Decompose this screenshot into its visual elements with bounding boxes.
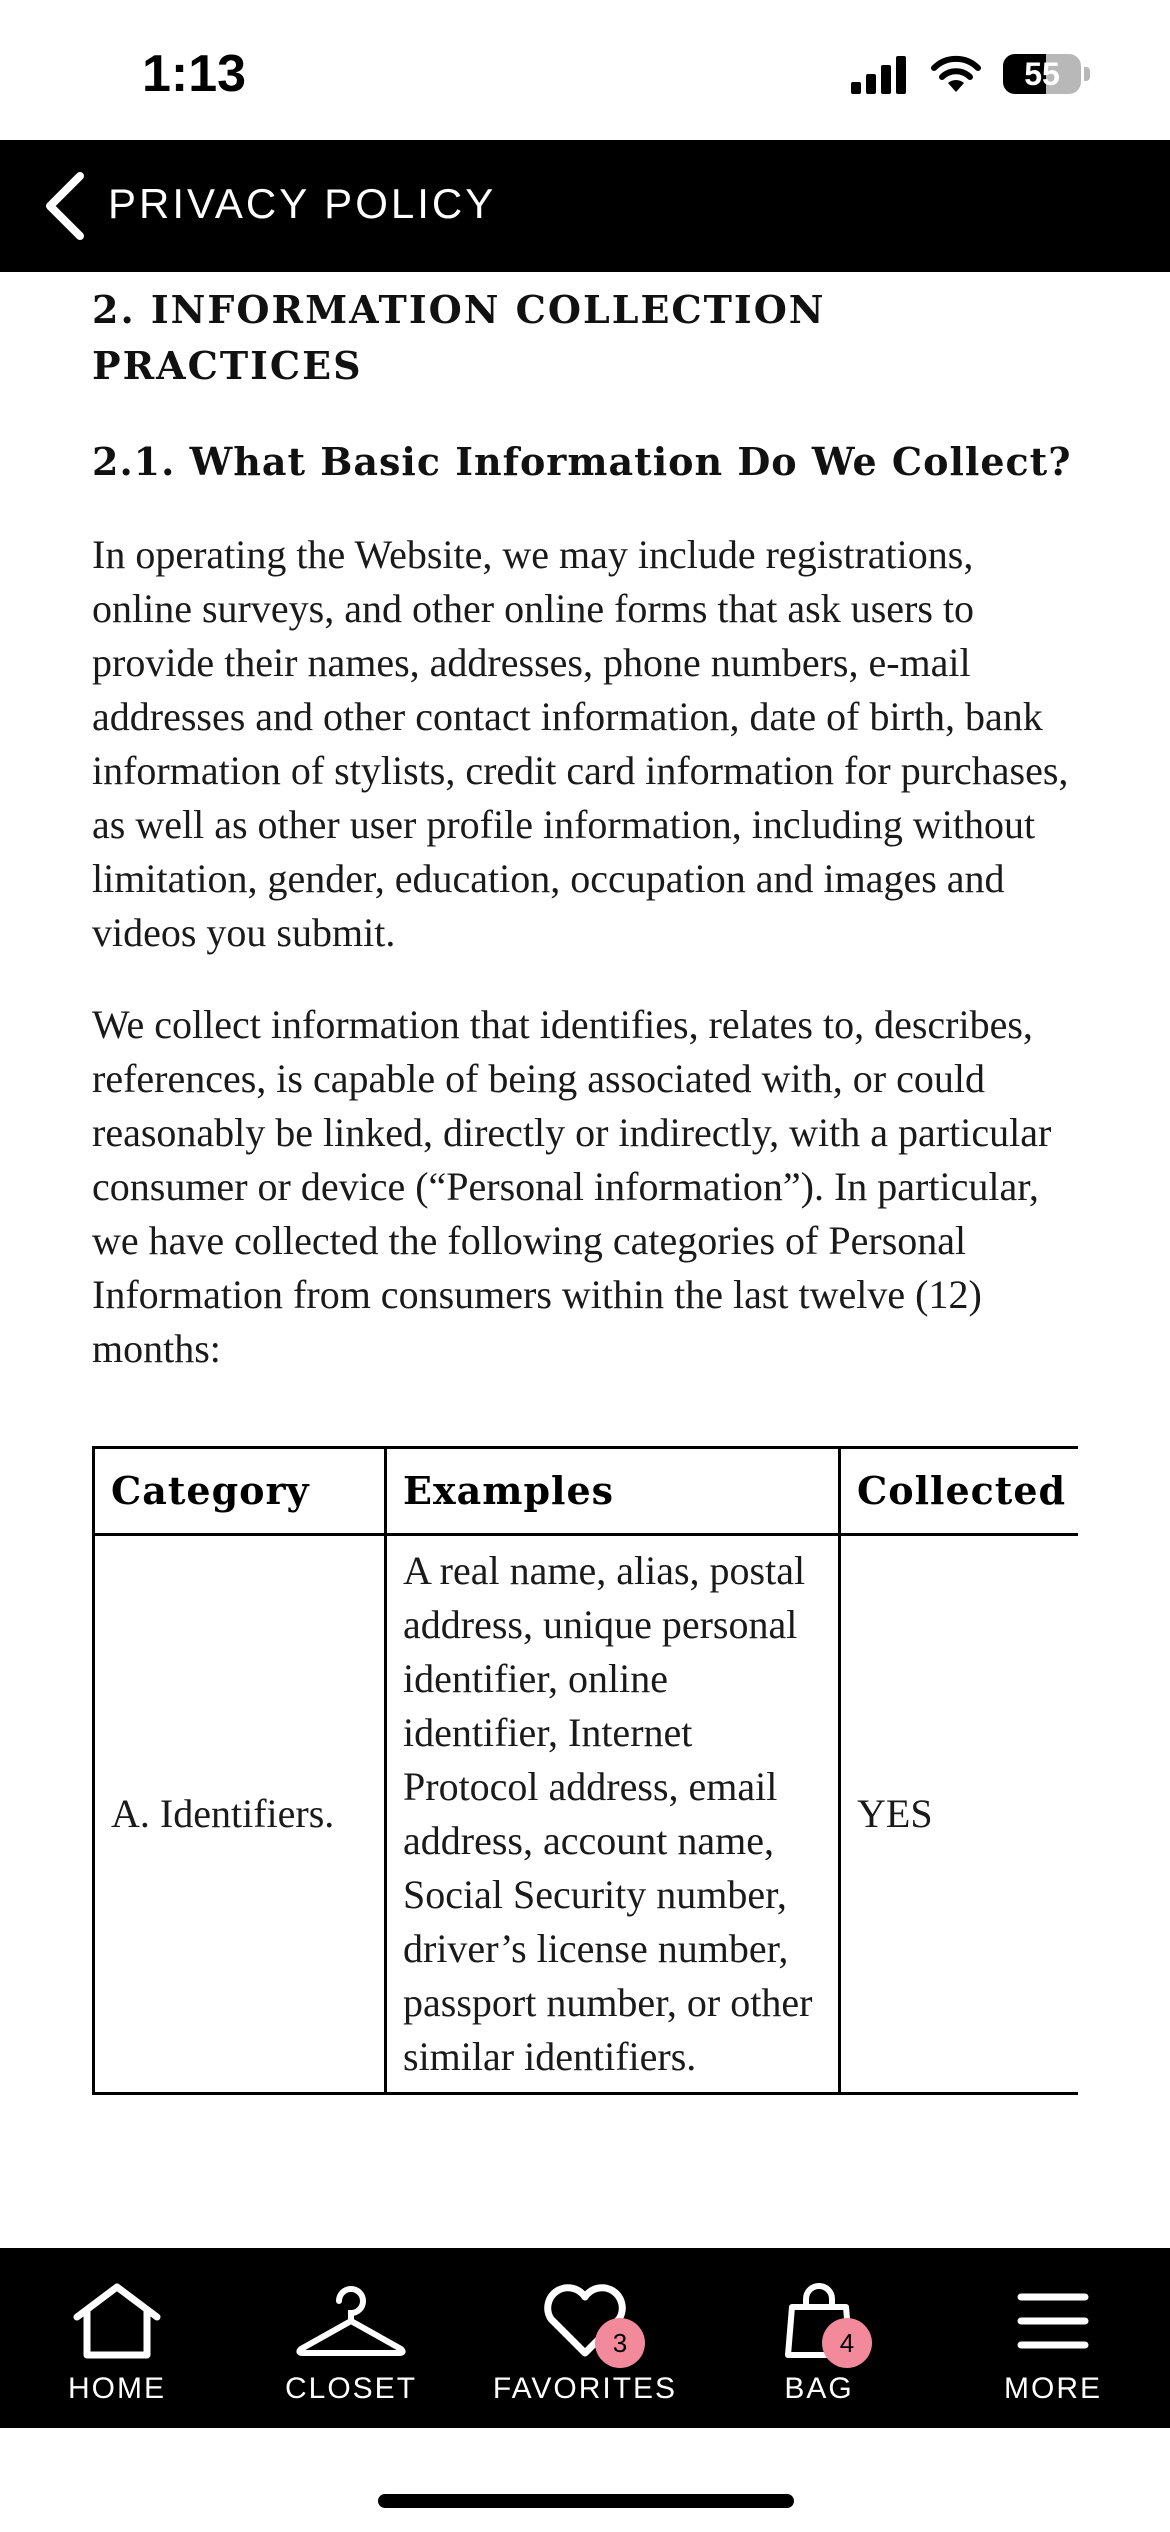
- cell-examples: A real name, alias, postal address, unique personal identifier, online identifier, Internet Protocol address, email address, account name, Social Security number, driver’s license number, passport number, or other similar identifiers.: [386, 1535, 840, 2094]
- policy-content[interactable]: [92, 272, 1078, 2248]
- tab-favorites[interactable]: [468, 2248, 702, 2428]
- tab-home-icon-wrap: [71, 2280, 163, 2362]
- tab-home[interactable]: [0, 2248, 234, 2428]
- favorites-count-badge: 3: [595, 2318, 645, 2368]
- policy-paragraph-1: In operating the Website, we may include registrations, online surveys, and other online forms that ask users to provide their names, addresses, phone numbers, e-mail addresses and other contact information, date of birth, bank information of stylists, credit card information for purchases, as well as other user profile information, including without limitation, gender, education, occupation and images and videos you submit.: [92, 532, 1069, 955]
- sub-section-title: 2.1. What Basic Information Do We Collect?: [92, 439, 1072, 484]
- bag-count-badge: 4: [822, 2318, 872, 2368]
- personal-info-table: [92, 1446, 1078, 2095]
- table-header-row: [94, 1448, 1079, 1535]
- page-title: PRIVACY POLICY: [108, 180, 497, 227]
- status-bar: [0, 0, 1170, 140]
- home-indicator-area: [0, 2428, 1170, 2532]
- page-header: [0, 140, 1170, 272]
- battery-cap: [1084, 67, 1090, 81]
- menu-icon: [1015, 2289, 1091, 2353]
- cellular-signal-icon: [849, 54, 909, 94]
- tab-favorites-icon-wrap: [541, 2280, 629, 2362]
- cell-collected: YES: [840, 1535, 1079, 2094]
- column-header-examples: Examples: [386, 1448, 840, 1535]
- tab-closet-label: CLOSET: [284, 2372, 418, 2405]
- bottom-tab-bar: [0, 2248, 1170, 2428]
- tab-closet-icon-wrap: [295, 2280, 407, 2362]
- wifi-icon: [929, 54, 983, 94]
- tab-more-icon-wrap: [1015, 2280, 1091, 2362]
- table-row: [94, 1535, 1079, 2094]
- tab-closet[interactable]: [234, 2248, 468, 2428]
- chevron-left-icon: [42, 172, 86, 240]
- tab-more[interactable]: [936, 2248, 1170, 2428]
- home-indicator[interactable]: [378, 2494, 794, 2508]
- section-title: 2. INFORMATION COLLECTION PRACTICES: [92, 287, 826, 388]
- tab-bag-label: BAG: [784, 2372, 854, 2405]
- hanger-icon: [295, 2283, 407, 2359]
- cell-category: A. Identifiers.: [94, 1535, 386, 2094]
- tab-bag[interactable]: [702, 2248, 936, 2428]
- home-icon: [71, 2283, 163, 2359]
- tab-bag-icon-wrap: [784, 2280, 854, 2362]
- column-header-collected: Collected: [840, 1448, 1079, 1535]
- policy-paragraph-2: We collect information that identifies, relates to, describes, references, is capable of being associated with, or could reasonably be linked, directly or indirectly, with a particular consumer or device (“Personal information”). In particular, we have collected the following categories of Personal Information from consumers within the last twelve (12) months:: [92, 1002, 1052, 1371]
- tab-more-label: MORE: [1004, 2372, 1102, 2405]
- battery-icon: [1003, 54, 1081, 94]
- status-time: 1:13: [142, 45, 247, 103]
- tab-home-label: HOME: [68, 2372, 166, 2405]
- back-button[interactable]: [24, 166, 104, 246]
- column-header-category: Category: [94, 1448, 386, 1535]
- battery-percent: 55: [1024, 56, 1060, 92]
- status-icons: [849, 54, 1090, 94]
- tab-favorites-label: FAVORITES: [492, 2372, 678, 2405]
